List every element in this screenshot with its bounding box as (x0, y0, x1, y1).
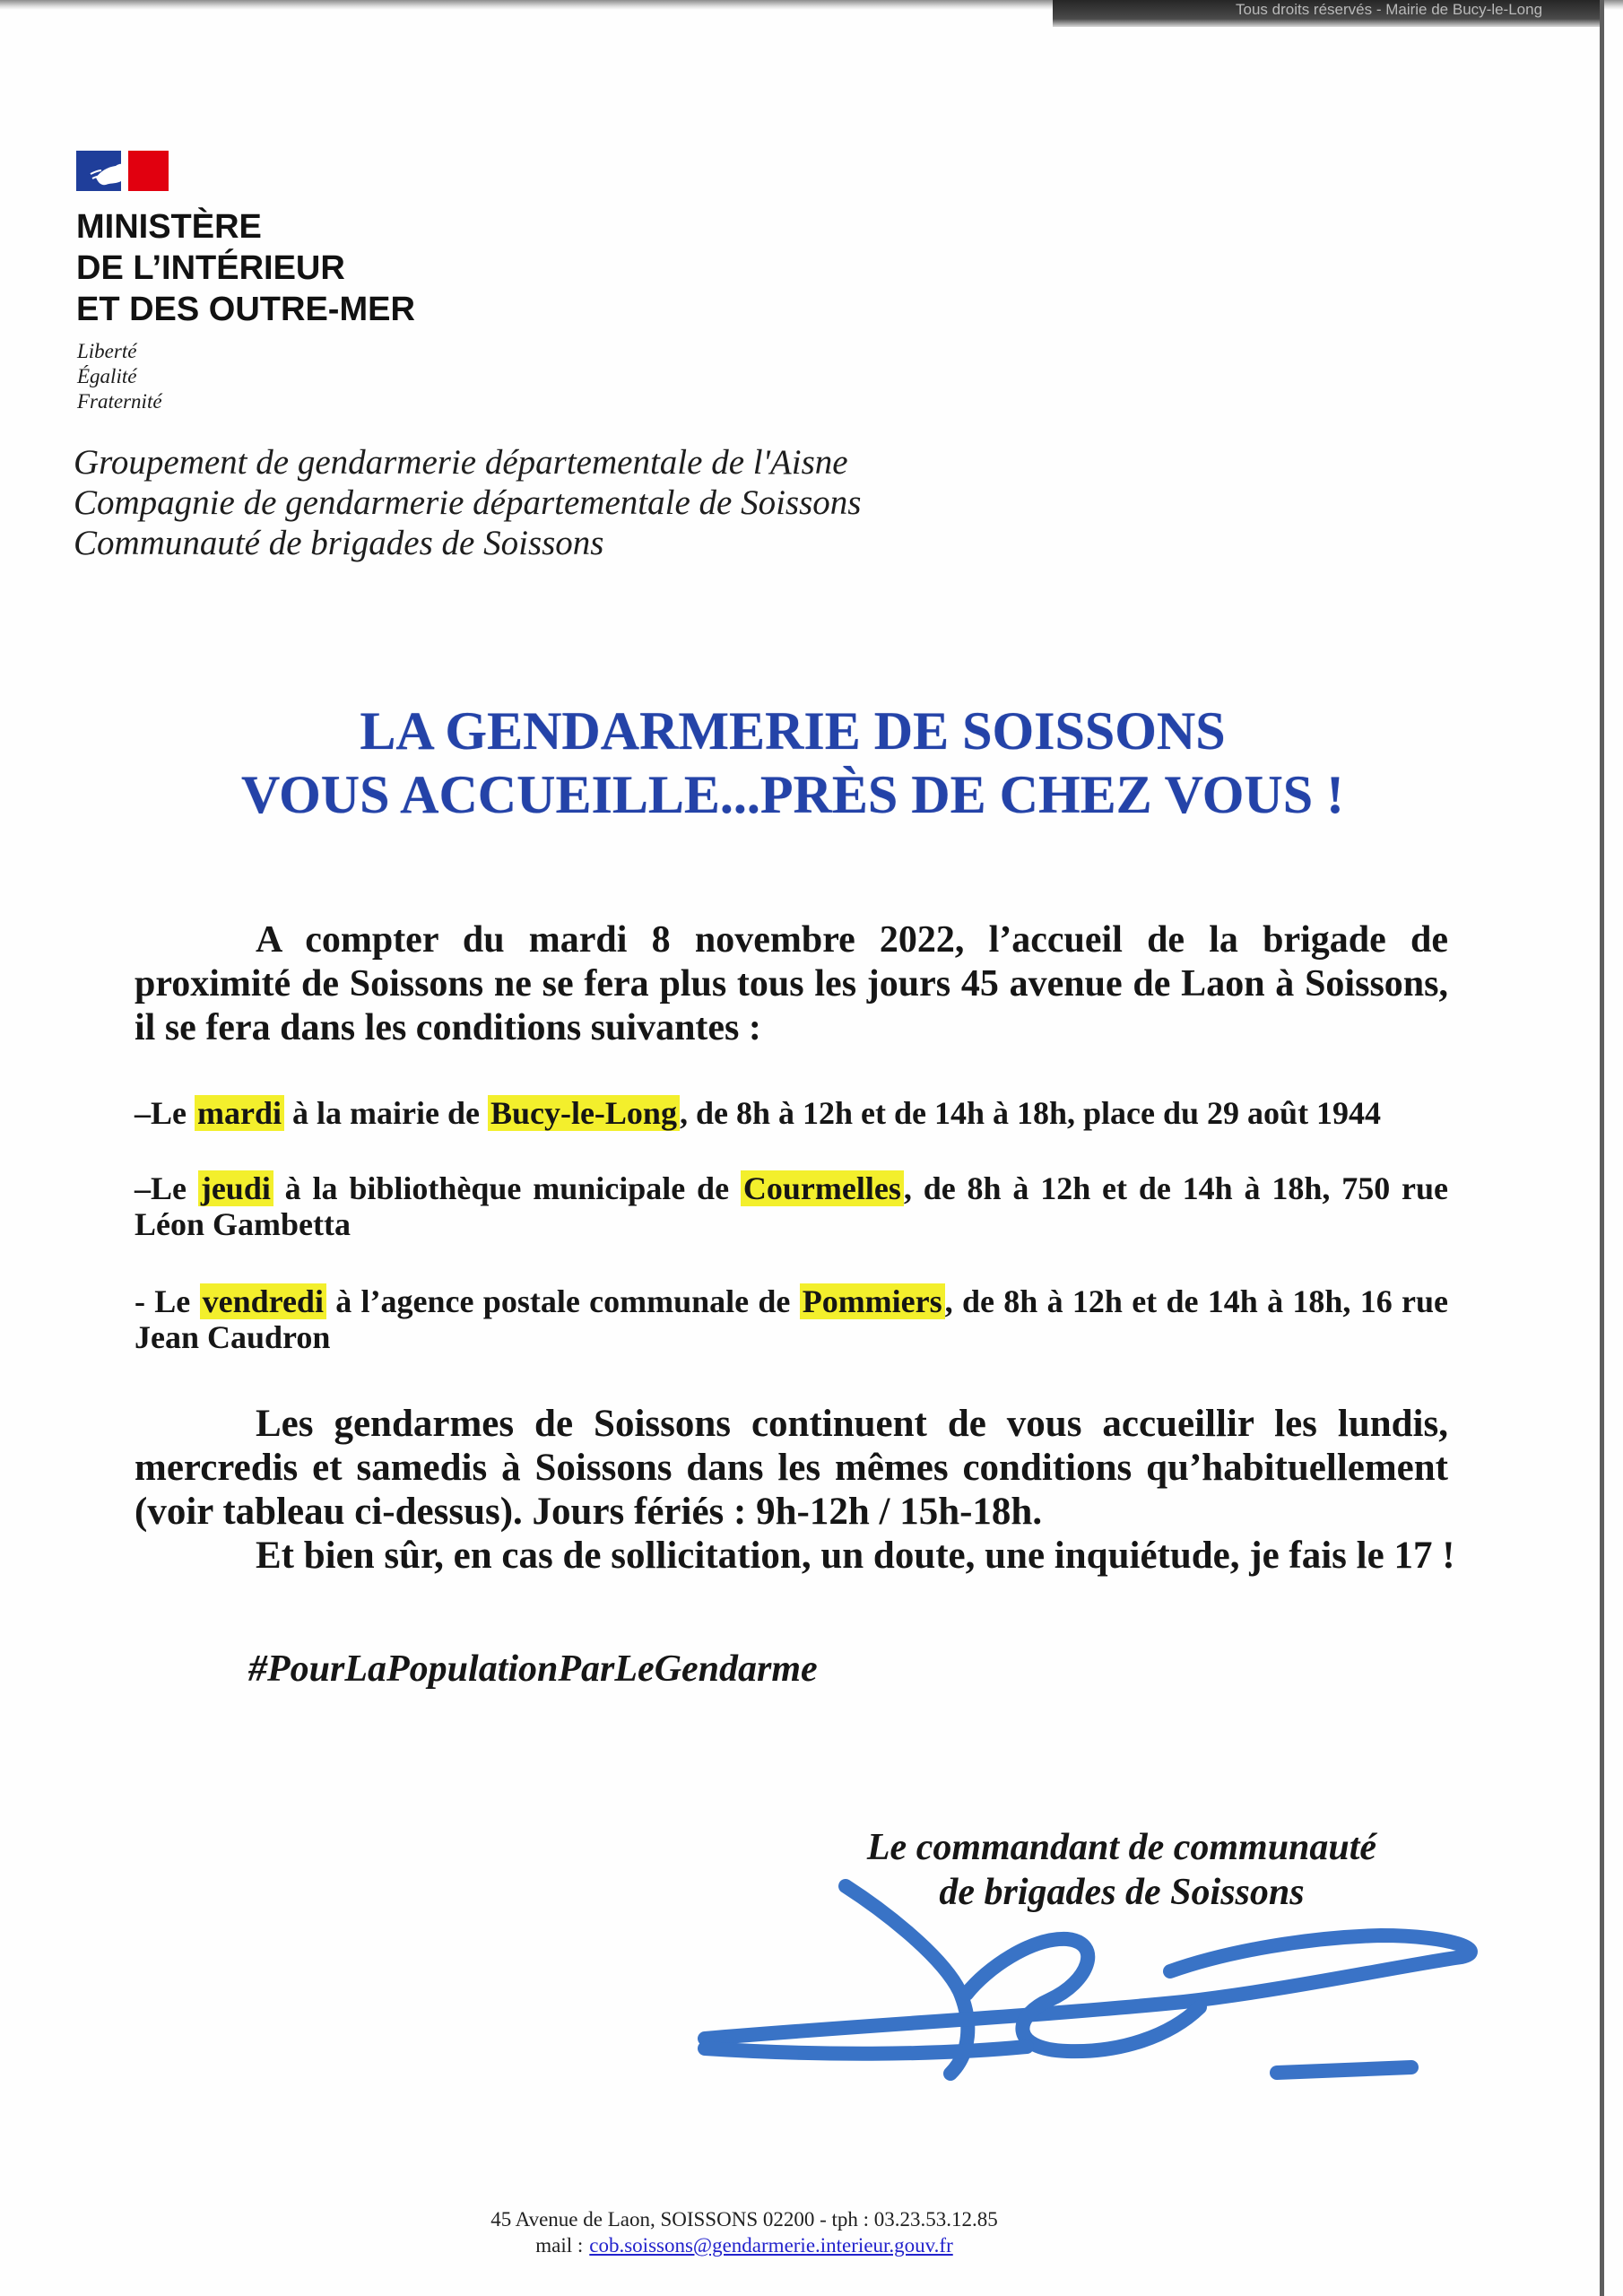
ministry-line: MINISTÈRE (76, 208, 262, 246)
sender-line: Compagnie de gendarmerie départementale de Soissons (74, 483, 862, 522)
highlight-town: Bucy-le-Long (488, 1095, 680, 1131)
sender-line: Groupement de gendarmerie départementale de l'Aisne (74, 443, 848, 482)
republic-motto (77, 339, 162, 414)
signature-stroke (1277, 2067, 1411, 2073)
schedule-item-tuesday (135, 1095, 1448, 1131)
intro-paragraph (135, 918, 1448, 1050)
closing-paragraph (135, 1402, 1455, 1578)
paragraph-line: il se fera dans les conditions suivantes : (135, 1007, 761, 1048)
highlight-day: vendredi (200, 1283, 326, 1319)
paragraph-line: A compter du mardi 8 novembre 2022, l’accueil de la brigade de (256, 919, 1448, 961)
schedule-hours: , de 8h à 12h et de 14h à 18h, 16 rue (944, 1283, 1449, 1319)
highlight-day: jeudi (198, 1170, 273, 1206)
ministry-line: ET DES OUTRE-MER (76, 291, 415, 328)
schedule-venue: à la mairie de (284, 1095, 488, 1131)
footer-mail (386, 2232, 1103, 2258)
hashtag: #PourLaPopulationParLeGendarme (248, 1648, 818, 1690)
marianne-flag-icon (76, 151, 169, 191)
title-line: LA GENDARMERIE DE SOISSONS (360, 701, 1226, 761)
title-line: VOUS ACCUEILLE...PRÈS DE CHEZ VOUS ! (240, 765, 1345, 824)
footer-contact (386, 2206, 1103, 2258)
highlight-town: Courmelles (741, 1170, 904, 1206)
handwritten-signature (681, 1866, 1488, 2099)
email-link[interactable]: cob.soissons@gendarmerie.interieur.gouv.fr (589, 2234, 953, 2257)
paragraph-line: (voir tableau ci-dessus). Jours fériés : 9h-12h / 15h-18h. (135, 1491, 1043, 1533)
schedule-lead: –Le (135, 1095, 195, 1131)
page-title (135, 700, 1451, 827)
watermark-text: Tous droits réservés - Mairie de Bucy-le-Long (1236, 1, 1543, 18)
scan-right-edge (1600, 0, 1604, 2296)
paragraph-line: mercredis et samedis à Soissons dans les mêmes conditions qu’habituellement (135, 1447, 1448, 1489)
schedule-line (135, 1283, 1448, 1319)
schedule-venue: à la bibliothèque municipale de (273, 1170, 741, 1206)
schedule-venue: à l’agence postale communale de (325, 1283, 800, 1319)
footer-address: 45 Avenue de Laon, SOISSONS 02200 - tph : 03.23.53.12.85 (490, 2208, 998, 2231)
signature-stroke (967, 1939, 1200, 2051)
sender-line: Communauté de brigades de Soissons (74, 524, 604, 562)
paragraph-line: Et bien sûr, en cas de sollicitation, un doute, une inquiétude, je fais le 17 ! (256, 1535, 1455, 1577)
flag-red-band (128, 151, 169, 191)
highlight-town: Pommiers (800, 1283, 945, 1319)
schedule-lead: - Le (135, 1283, 200, 1319)
motto-liberte: Liberté (77, 340, 137, 362)
schedule-hours: , de 8h à 12h et de 14h à 18h, 750 rue (903, 1170, 1448, 1206)
schedule-lead: –Le (135, 1170, 198, 1206)
motto-egalite: Égalité (77, 365, 137, 387)
signatory-line: Le commandant de communauté (866, 1827, 1377, 1868)
mail-label: mail : (535, 2234, 584, 2257)
schedule-hours: , de 8h à 12h et de 14h à 18h, place du 29 août 1944 (679, 1095, 1382, 1131)
schedule-line (135, 1095, 1448, 1131)
schedule-continuation: Léon Gambetta (135, 1206, 351, 1242)
sender-units (74, 442, 861, 563)
highlight-day: mardi (195, 1095, 284, 1131)
signatory-line: de brigades de Soissons (939, 1872, 1305, 1913)
schedule-continuation: Jean Caudron (135, 1319, 331, 1355)
ministry-name (76, 206, 415, 330)
ministry-line: DE L’INTÉRIEUR (76, 249, 345, 287)
paragraph-line: Les gendarmes de Soissons continuent de vous accueillir les lundis, (256, 1403, 1448, 1445)
signature-stroke (705, 2047, 1027, 2054)
schedule-item-friday (135, 1283, 1448, 1355)
schedule-item-thursday (135, 1170, 1448, 1242)
schedule-line (135, 1170, 1448, 1206)
paragraph-line: proximité de Soissons ne se fera plus tous les jours 45 avenue de Laon à Soissons, (135, 963, 1448, 1004)
motto-fraternite: Fraternité (77, 390, 162, 413)
